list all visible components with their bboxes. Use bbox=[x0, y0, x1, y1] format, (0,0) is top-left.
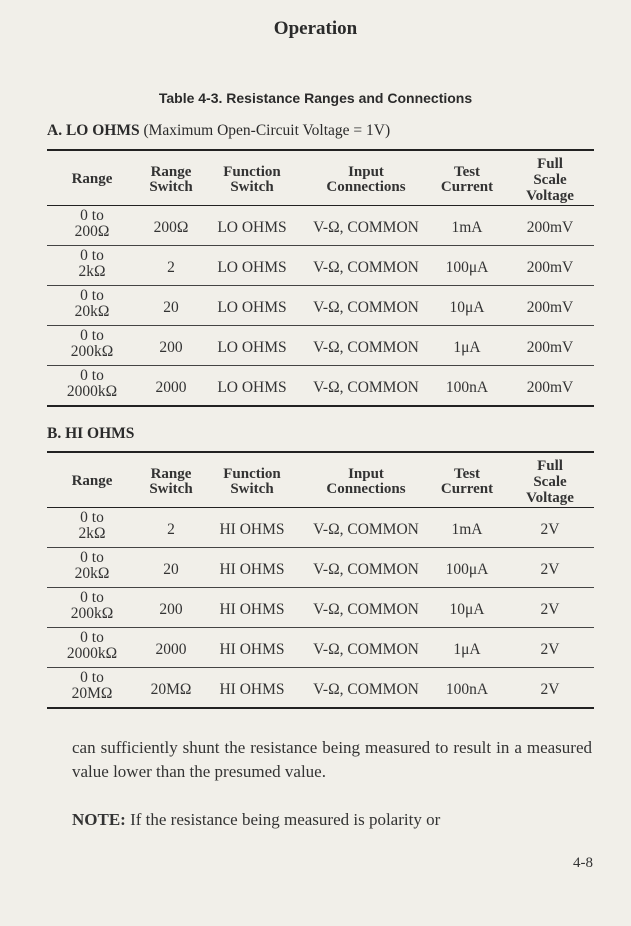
header-range-switch bbox=[139, 467, 203, 497]
table-row bbox=[47, 206, 594, 245]
cell-full-scale-voltage: 2V bbox=[540, 521, 560, 538]
header-range: Range bbox=[71, 473, 113, 489]
cell-test-current: 10μA bbox=[449, 299, 485, 316]
cell-function-switch: LO OHMS bbox=[217, 379, 287, 396]
table-title: Table 4-3. Resistance Ranges and Connections bbox=[158, 90, 473, 106]
cell-input-connections: V-Ω, COMMON bbox=[313, 561, 419, 578]
cell-range-switch: 20 bbox=[163, 561, 179, 578]
cell-range-line2: 2kΩ bbox=[78, 525, 106, 542]
cell-range bbox=[57, 248, 127, 280]
cell-range-line1: 0 to bbox=[80, 327, 104, 344]
cell-test-current: 100μA bbox=[445, 561, 489, 578]
cell-range-line1: 0 to bbox=[80, 207, 104, 224]
page-number: 4-8 bbox=[573, 855, 593, 871]
header-function-switch-l1: Function bbox=[223, 164, 281, 180]
cell-full-scale-voltage: 200mV bbox=[526, 339, 574, 356]
header-full-l3: Voltage bbox=[526, 490, 574, 506]
cell-function-switch: LO OHMS bbox=[217, 219, 287, 236]
cell-range-line2: 200kΩ bbox=[70, 605, 114, 622]
header-full-l2: Scale bbox=[533, 474, 567, 490]
cell-range-line1: 0 to bbox=[80, 509, 104, 526]
cell-range bbox=[57, 550, 127, 582]
cell-full-scale-voltage: 200mV bbox=[526, 259, 574, 276]
cell-range-line2: 2kΩ bbox=[78, 263, 106, 280]
table-row bbox=[47, 668, 594, 707]
cell-input-connections: V-Ω, COMMON bbox=[313, 681, 419, 698]
cell-input-connections: V-Ω, COMMON bbox=[313, 339, 419, 356]
cell-range-line1: 0 to bbox=[80, 629, 104, 646]
cell-full-scale-voltage: 2V bbox=[540, 681, 560, 698]
table-row bbox=[47, 548, 594, 587]
table-row bbox=[47, 286, 594, 325]
header-test-l2: Current bbox=[440, 481, 494, 497]
table-row bbox=[47, 588, 594, 627]
header-test-current bbox=[435, 165, 499, 195]
table-row bbox=[47, 326, 594, 365]
header-range-switch bbox=[139, 165, 203, 195]
table-bottom-rule bbox=[47, 405, 594, 407]
header-function-switch-l2: Switch bbox=[230, 481, 274, 497]
header-function-switch bbox=[207, 467, 297, 497]
cell-input-connections: V-Ω, COMMON bbox=[313, 521, 419, 538]
cell-range-line2: 2000kΩ bbox=[66, 645, 118, 662]
cell-full-scale-voltage: 200mV bbox=[526, 219, 574, 236]
header-full-scale-voltage bbox=[515, 156, 585, 204]
table-row bbox=[47, 508, 594, 547]
cell-function-switch: LO OHMS bbox=[217, 259, 287, 276]
lo-ohms-table bbox=[47, 149, 594, 407]
cell-range-line2: 20kΩ bbox=[74, 303, 110, 320]
cell-range-line2: 200Ω bbox=[74, 223, 110, 240]
cell-input-connections: V-Ω, COMMON bbox=[313, 219, 419, 236]
cell-range bbox=[57, 670, 127, 702]
cell-range bbox=[57, 208, 127, 240]
header-range-switch-l2: Switch bbox=[149, 481, 193, 497]
header-input-l2: Connections bbox=[326, 481, 406, 497]
cell-range-switch: 200 bbox=[159, 601, 183, 618]
header-range-switch-l1: Range bbox=[150, 466, 192, 482]
cell-function-switch: LO OHMS bbox=[217, 339, 287, 356]
cell-range-switch: 200 bbox=[159, 339, 183, 356]
cell-range bbox=[57, 328, 127, 360]
header-range: Range bbox=[71, 171, 113, 187]
cell-full-scale-voltage: 2V bbox=[540, 561, 560, 578]
cell-full-scale-voltage: 200mV bbox=[526, 299, 574, 316]
cell-range-switch: 200Ω bbox=[153, 219, 189, 236]
table-body bbox=[47, 206, 594, 407]
table-bottom-rule bbox=[47, 707, 594, 709]
table-row bbox=[47, 366, 594, 405]
cell-range-line2: 200kΩ bbox=[70, 343, 114, 360]
cell-range-line1: 0 to bbox=[80, 287, 104, 304]
cell-input-connections: V-Ω, COMMON bbox=[313, 299, 419, 316]
cell-input-connections: V-Ω, COMMON bbox=[313, 641, 419, 658]
header-full-scale-voltage bbox=[515, 458, 585, 506]
cell-range bbox=[57, 510, 127, 542]
table-body bbox=[47, 508, 594, 709]
header-full-l2: Scale bbox=[533, 172, 567, 188]
header-input-l2: Connections bbox=[326, 179, 406, 195]
page-header: Operation bbox=[273, 18, 358, 39]
cell-range-line1: 0 to bbox=[80, 589, 104, 606]
cell-function-switch: HI OHMS bbox=[219, 561, 285, 578]
header-test-l1: Test bbox=[453, 164, 481, 180]
cell-range-switch: 20 bbox=[163, 299, 179, 316]
cell-full-scale-voltage: 200mV bbox=[526, 379, 574, 396]
header-full-l1: Full bbox=[537, 458, 563, 474]
header-range-switch-l1: Range bbox=[150, 164, 192, 180]
cell-range-line1: 0 to bbox=[80, 247, 104, 264]
cell-input-connections: V-Ω, COMMON bbox=[313, 601, 419, 618]
header-function-switch-l2: Switch bbox=[230, 179, 274, 195]
cell-test-current: 1mA bbox=[451, 219, 483, 236]
cell-function-switch: HI OHMS bbox=[219, 681, 285, 698]
cell-function-switch: LO OHMS bbox=[217, 299, 287, 316]
note-paragraph bbox=[72, 808, 592, 832]
cell-range bbox=[57, 630, 127, 662]
cell-test-current: 100nA bbox=[445, 379, 489, 396]
cell-full-scale-voltage: 2V bbox=[540, 601, 560, 618]
header-full-l3: Voltage bbox=[526, 188, 574, 204]
cell-range bbox=[57, 368, 127, 400]
section-b-letter: B. bbox=[47, 425, 62, 442]
cell-test-current: 1mA bbox=[451, 521, 483, 538]
table-header bbox=[47, 453, 594, 507]
cell-function-switch: HI OHMS bbox=[219, 521, 285, 538]
hi-ohms-table bbox=[47, 451, 594, 709]
cell-range-line1: 0 to bbox=[80, 367, 104, 384]
cell-function-switch: HI OHMS bbox=[219, 601, 285, 618]
note-text: If the resistance being measured is polarity or bbox=[125, 810, 441, 829]
cell-test-current: 100nA bbox=[445, 681, 489, 698]
cell-range bbox=[57, 590, 127, 622]
header-input-l1: Input bbox=[348, 466, 384, 482]
section-a-title bbox=[47, 122, 390, 140]
cell-input-connections: V-Ω, COMMON bbox=[313, 259, 419, 276]
header-test-current bbox=[435, 467, 499, 497]
section-a-note: (Maximum Open-Circuit Voltage = 1V) bbox=[143, 122, 391, 139]
cell-input-connections: V-Ω, COMMON bbox=[313, 379, 419, 396]
header-test-l1: Test bbox=[453, 466, 481, 482]
table-row bbox=[47, 246, 594, 285]
header-test-l2: Current bbox=[440, 179, 494, 195]
cell-test-current: 1μA bbox=[453, 641, 481, 658]
cell-range-switch: 2000 bbox=[155, 379, 187, 396]
cell-range-line2: 20MΩ bbox=[71, 685, 113, 702]
body-paragraph: can sufficiently shunt the resistance being measured to result in a measured value lower than the presumed value. bbox=[72, 738, 592, 781]
cell-test-current: 10μA bbox=[449, 601, 485, 618]
cell-range bbox=[57, 288, 127, 320]
header-full-l1: Full bbox=[537, 156, 563, 172]
header-input-l1: Input bbox=[348, 164, 384, 180]
cell-range-line1: 0 to bbox=[80, 669, 104, 686]
cell-range-line2: 2000kΩ bbox=[66, 383, 118, 400]
cell-test-current: 100μA bbox=[445, 259, 489, 276]
cell-function-switch: HI OHMS bbox=[219, 641, 285, 658]
table-header bbox=[47, 151, 594, 205]
header-function-switch-l1: Function bbox=[223, 466, 281, 482]
note-label: NOTE: bbox=[72, 810, 126, 829]
cell-range-switch: 2 bbox=[167, 521, 175, 538]
cell-range-line2: 20kΩ bbox=[74, 565, 110, 582]
header-range-switch-l2: Switch bbox=[149, 179, 193, 195]
header-input-connections bbox=[301, 165, 431, 195]
header-function-switch bbox=[207, 165, 297, 195]
section-b-name: HI OHMS bbox=[65, 425, 135, 442]
cell-range-line1: 0 to bbox=[80, 549, 104, 566]
cell-full-scale-voltage: 2V bbox=[540, 641, 560, 658]
section-a-letter: A. bbox=[47, 122, 63, 139]
cell-range-switch: 2000 bbox=[155, 641, 187, 658]
section-b-title bbox=[47, 425, 134, 443]
section-a-name: LO OHMS bbox=[65, 122, 140, 139]
cell-range-switch: 20MΩ bbox=[150, 681, 192, 698]
cell-range-switch: 2 bbox=[167, 259, 175, 276]
cell-test-current: 1μA bbox=[453, 339, 481, 356]
table-row bbox=[47, 628, 594, 667]
header-input-connections bbox=[301, 467, 431, 497]
